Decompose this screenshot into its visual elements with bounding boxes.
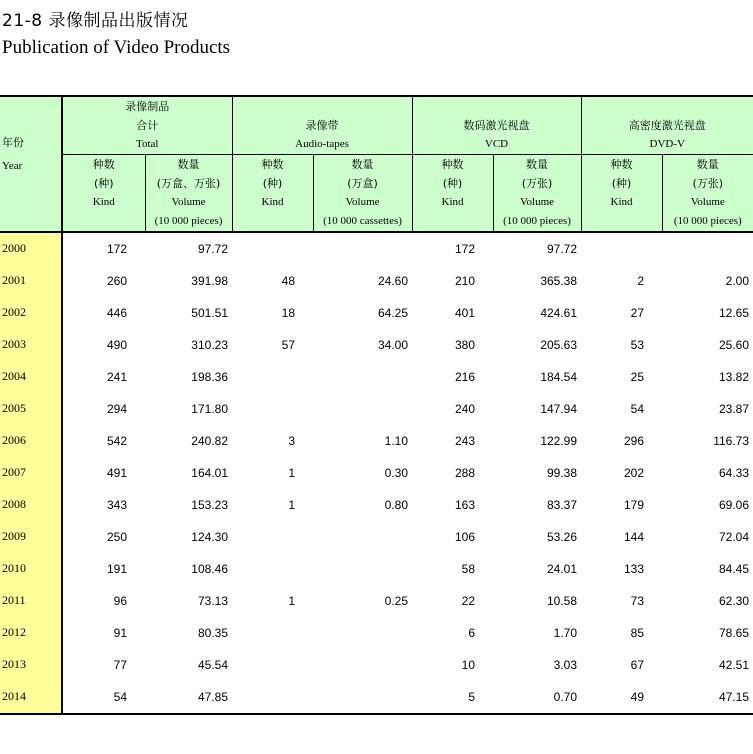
tape-kind-cell: 57 bbox=[281, 337, 295, 352]
dvd-volume-cell: 25.60 bbox=[718, 337, 750, 352]
audio-tapes-label-en: Audio-tapes bbox=[295, 138, 349, 150]
volume-en: Volume bbox=[520, 195, 555, 208]
table-row bbox=[0, 617, 753, 649]
vcd-kind-cell: 58 bbox=[461, 561, 476, 576]
dvd-volume-cell: 69.06 bbox=[718, 497, 750, 512]
tape-kind-header bbox=[232, 155, 313, 232]
header-row-units bbox=[0, 155, 753, 232]
kind-unit: (种) bbox=[93, 176, 114, 190]
total-volume-cell: 80.35 bbox=[197, 625, 228, 640]
year-cell: 2002 bbox=[0, 297, 62, 329]
dvd-group-header bbox=[581, 96, 753, 155]
dvd-volume-unit-en: (10 000 pieces) bbox=[673, 214, 742, 227]
tape-volume-cell bbox=[313, 553, 412, 585]
vcd-kind-cell: 210 bbox=[454, 273, 476, 288]
total-kind-cell: 250 bbox=[106, 529, 127, 544]
dvd-volume-header bbox=[662, 155, 753, 232]
dvd-label-en: DVD-V bbox=[649, 138, 685, 150]
table-row bbox=[0, 457, 753, 489]
vcd-volume-cell: 99.38 bbox=[546, 465, 578, 480]
year-header-cn: 年份 bbox=[2, 136, 24, 149]
kind-en: Kind bbox=[610, 195, 633, 208]
dvd-kind-cell: 27 bbox=[630, 305, 645, 320]
tape-volume-cell: 1.10 bbox=[384, 433, 409, 448]
vcd-kind-cell: 172 bbox=[454, 241, 476, 256]
total-kind-cell: 446 bbox=[106, 305, 127, 320]
total-kind-cell: 241 bbox=[106, 369, 127, 384]
volume-cn: 数量 bbox=[696, 157, 719, 171]
vcd-volume-cell: 424.61 bbox=[540, 305, 578, 320]
vcd-volume-cell: 122.99 bbox=[540, 433, 578, 448]
volume-cn: 数量 bbox=[351, 157, 374, 171]
total-volume-cell: 391.98 bbox=[191, 273, 228, 288]
vcd-volume-cell: 3.03 bbox=[553, 657, 578, 672]
dvd-volume-unit: (万张) bbox=[692, 176, 724, 190]
year-header-en-cell bbox=[0, 155, 62, 232]
tape-kind-cell bbox=[232, 361, 313, 393]
kind-unit: (种) bbox=[262, 176, 283, 190]
volume-cn: 数量 bbox=[526, 157, 549, 171]
dvd-volume-cell: 78.65 bbox=[718, 625, 750, 640]
total-group-header bbox=[62, 96, 232, 155]
dvd-kind-cell: 133 bbox=[623, 561, 645, 576]
total-volume-cell: 240.82 bbox=[191, 433, 228, 448]
total-kind-header bbox=[62, 155, 145, 232]
dvd-volume-cell bbox=[662, 232, 753, 265]
dvd-volume-cell: 2.00 bbox=[725, 273, 750, 288]
total-volume-cell: 501.51 bbox=[191, 305, 228, 320]
vcd-volume-unit: (万张) bbox=[521, 176, 553, 190]
tape-volume-unit: (万盒) bbox=[347, 176, 378, 190]
vcd-volume-cell: 53.26 bbox=[546, 529, 578, 544]
tape-volume-cell bbox=[313, 361, 412, 393]
kind-cn: 种数 bbox=[441, 157, 464, 171]
tape-kind-cell bbox=[232, 553, 313, 585]
tape-volume-cell bbox=[313, 393, 412, 425]
dvd-volume-cell: 42.51 bbox=[718, 657, 750, 672]
dvd-kind-cell: 49 bbox=[581, 681, 662, 714]
dvd-kind-cell: 2 bbox=[637, 273, 645, 288]
kind-unit: (种) bbox=[442, 176, 463, 190]
volume-en: Volume bbox=[345, 195, 380, 208]
table-row bbox=[0, 585, 753, 617]
video-products-label: 录像制品 bbox=[125, 100, 170, 113]
vcd-group-header bbox=[412, 96, 581, 155]
vcd-kind-header bbox=[412, 155, 493, 232]
volume-en: Volume bbox=[690, 195, 725, 208]
year-cell: 2011 bbox=[0, 585, 62, 617]
dvd-volume-cell: 12.65 bbox=[718, 305, 750, 320]
total-kind-cell: 343 bbox=[106, 497, 127, 512]
tape-volume-unit-en: (10 000 cassettes) bbox=[323, 214, 402, 227]
vcd-kind-cell: 106 bbox=[454, 529, 476, 544]
dvd-kind-header bbox=[581, 155, 662, 232]
vcd-kind-cell: 6 bbox=[468, 625, 476, 640]
kind-cn: 种数 bbox=[610, 157, 633, 171]
total-label-cn: 合计 bbox=[136, 119, 159, 132]
total-volume-cell: 198.36 bbox=[191, 369, 228, 384]
tape-volume-cell bbox=[313, 617, 412, 649]
vcd-kind-cell: 401 bbox=[454, 305, 476, 320]
table-title-chinese: 21-8 录像制品出版情况 bbox=[2, 11, 189, 31]
tape-kind-cell bbox=[232, 681, 313, 714]
vcd-volume-cell: 365.38 bbox=[540, 273, 578, 288]
year-cell: 2005 bbox=[0, 393, 62, 425]
total-kind-cell: 542 bbox=[106, 433, 127, 448]
tape-volume-cell: 24.60 bbox=[377, 273, 409, 288]
vcd-volume-cell: 205.63 bbox=[540, 337, 578, 352]
year-cell: 2004 bbox=[0, 361, 62, 393]
total-label-en: Total bbox=[136, 138, 159, 150]
vcd-kind-cell: 380 bbox=[454, 337, 476, 352]
dvd-volume-cell: 47.15 bbox=[662, 681, 753, 714]
vcd-kind-cell: 22 bbox=[461, 593, 476, 608]
dvd-volume-cell: 23.87 bbox=[718, 401, 750, 416]
vcd-volume-cell: 97.72 bbox=[546, 241, 578, 256]
year-header-cell bbox=[0, 96, 62, 155]
tape-volume-cell: 34.00 bbox=[377, 337, 409, 352]
dvd-kind-cell: 144 bbox=[623, 529, 645, 544]
year-cell: 2000 bbox=[0, 232, 62, 265]
dvd-volume-cell: 72.04 bbox=[718, 529, 750, 544]
year-cell: 2014 bbox=[0, 681, 62, 714]
audio-tapes-label-cn: 录像带 bbox=[305, 119, 339, 132]
vcd-kind-cell: 240 bbox=[454, 401, 476, 416]
dvd-kind-cell: 73 bbox=[630, 593, 645, 608]
tape-volume-cell: 64.25 bbox=[377, 305, 409, 320]
vcd-volume-cell: 83.37 bbox=[546, 497, 578, 512]
vcd-volume-header bbox=[493, 155, 581, 232]
table-row bbox=[0, 681, 753, 714]
table-row bbox=[0, 489, 753, 521]
tape-kind-cell bbox=[232, 393, 313, 425]
dvd-kind-cell: 54 bbox=[630, 401, 645, 416]
total-volume-cell: 124.30 bbox=[191, 529, 228, 544]
dvd-kind-cell: 179 bbox=[623, 497, 645, 512]
total-kind-cell: 490 bbox=[106, 337, 127, 352]
tape-kind-cell bbox=[232, 617, 313, 649]
tape-kind-cell bbox=[232, 649, 313, 681]
header-row-groups bbox=[0, 96, 753, 155]
table-row bbox=[0, 553, 753, 585]
volume-en: Volume bbox=[171, 195, 206, 208]
vcd-label-en: VCD bbox=[484, 138, 509, 150]
total-kind-cell: 191 bbox=[106, 561, 127, 576]
vcd-kind-cell: 216 bbox=[454, 369, 476, 384]
total-kind-cell: 91 bbox=[113, 625, 127, 640]
total-volume-cell: 47.85 bbox=[145, 681, 232, 714]
year-cell: 2006 bbox=[0, 425, 62, 457]
dvd-volume-cell: 62.30 bbox=[718, 593, 750, 608]
tape-volume-header bbox=[313, 155, 412, 232]
kind-unit: (种) bbox=[611, 176, 632, 190]
total-volume-cell: 108.46 bbox=[191, 561, 228, 576]
table-row bbox=[0, 265, 753, 297]
dvd-kind-cell bbox=[581, 232, 662, 265]
vcd-volume-cell: 24.01 bbox=[546, 561, 578, 576]
total-kind-cell: 294 bbox=[106, 401, 127, 416]
total-volume-unit: (万盒、万张) bbox=[156, 176, 221, 190]
tape-volume-cell bbox=[313, 681, 412, 714]
kind-cn: 种数 bbox=[261, 157, 284, 171]
tape-kind-cell: 18 bbox=[281, 305, 295, 320]
volume-cn: 数量 bbox=[177, 157, 200, 171]
year-cell: 2012 bbox=[0, 617, 62, 649]
dvd-label-cn: 高密度激光视盘 bbox=[628, 119, 706, 132]
kind-cn: 种数 bbox=[92, 157, 115, 171]
vcd-volume-unit-en: (10 000 pieces) bbox=[503, 214, 571, 227]
dvd-kind-cell: 25 bbox=[630, 369, 645, 384]
total-kind-cell: 54 bbox=[62, 681, 145, 714]
total-kind-cell: 77 bbox=[113, 657, 127, 672]
dvd-volume-cell: 13.82 bbox=[718, 369, 750, 384]
table-row bbox=[0, 361, 753, 393]
total-volume-unit-en: (10 000 pieces) bbox=[154, 214, 223, 227]
vcd-volume-cell: 10.58 bbox=[546, 593, 578, 608]
tape-volume-cell: 0.80 bbox=[384, 497, 409, 512]
table-title-english: Publication of Video Products bbox=[2, 37, 231, 58]
vcd-volume-cell: 147.94 bbox=[540, 401, 578, 416]
year-cell: 2013 bbox=[0, 649, 62, 681]
year-header-en: Year bbox=[2, 159, 23, 172]
vcd-volume-cell: 0.70 bbox=[493, 681, 581, 714]
kind-en: Kind bbox=[261, 195, 284, 208]
table-row bbox=[0, 232, 753, 265]
tape-volume-cell bbox=[313, 649, 412, 681]
total-kind-cell: 260 bbox=[106, 273, 127, 288]
vcd-kind-cell: 288 bbox=[454, 465, 476, 480]
table-row bbox=[0, 425, 753, 457]
tape-volume-cell: 0.25 bbox=[384, 593, 409, 608]
vcd-kind-cell: 5 bbox=[412, 681, 493, 714]
vcd-volume-cell: 1.70 bbox=[553, 625, 578, 640]
vcd-label-cn: 数码激光视盘 bbox=[463, 119, 530, 132]
dvd-kind-cell: 85 bbox=[630, 625, 645, 640]
table-row bbox=[0, 649, 753, 681]
vcd-kind-cell: 163 bbox=[454, 497, 476, 512]
tape-volume-cell bbox=[313, 232, 412, 265]
year-cell: 2008 bbox=[0, 489, 62, 521]
dvd-kind-cell: 202 bbox=[623, 465, 645, 480]
table-row bbox=[0, 297, 753, 329]
total-kind-cell: 491 bbox=[106, 465, 127, 480]
tape-kind-cell: 1 bbox=[288, 497, 295, 512]
total-volume-cell: 73.13 bbox=[197, 593, 228, 608]
table-row bbox=[0, 329, 753, 361]
total-volume-cell: 45.54 bbox=[197, 657, 228, 672]
dvd-volume-cell: 84.45 bbox=[718, 561, 750, 576]
total-kind-cell: 96 bbox=[113, 593, 127, 608]
total-volume-cell: 164.01 bbox=[191, 465, 228, 480]
tape-volume-cell bbox=[313, 521, 412, 553]
vcd-kind-cell: 243 bbox=[454, 433, 476, 448]
kind-en: Kind bbox=[441, 195, 464, 208]
dvd-kind-cell: 53 bbox=[630, 337, 645, 352]
audio-tapes-group-header bbox=[232, 96, 412, 155]
table-row bbox=[0, 521, 753, 553]
vcd-kind-cell: 10 bbox=[461, 657, 476, 672]
dvd-kind-cell: 67 bbox=[630, 657, 645, 672]
tape-kind-cell bbox=[232, 232, 313, 265]
total-kind-cell: 172 bbox=[106, 241, 127, 256]
year-cell: 2010 bbox=[0, 553, 62, 585]
total-volume-cell: 97.72 bbox=[197, 241, 228, 256]
tape-kind-cell: 1 bbox=[288, 465, 295, 480]
dvd-volume-cell: 116.73 bbox=[713, 433, 750, 448]
video-products-table bbox=[0, 95, 753, 715]
kind-en: Kind bbox=[92, 195, 115, 208]
total-volume-cell: 171.80 bbox=[191, 401, 228, 416]
tape-volume-cell: 0.30 bbox=[384, 465, 409, 480]
year-cell: 2007 bbox=[0, 457, 62, 489]
year-cell: 2003 bbox=[0, 329, 62, 361]
table-body bbox=[0, 232, 753, 714]
vcd-volume-cell: 184.54 bbox=[540, 369, 578, 384]
tape-kind-cell bbox=[232, 521, 313, 553]
tape-kind-cell: 3 bbox=[288, 433, 295, 448]
total-volume-cell: 153.23 bbox=[191, 497, 228, 512]
tape-kind-cell: 48 bbox=[281, 273, 295, 288]
total-volume-cell: 310.23 bbox=[191, 337, 228, 352]
year-cell: 2009 bbox=[0, 521, 62, 553]
table-row bbox=[0, 393, 753, 425]
dvd-kind-cell: 296 bbox=[623, 433, 645, 448]
year-cell: 2001 bbox=[0, 265, 62, 297]
tape-kind-cell: 1 bbox=[288, 593, 295, 608]
dvd-volume-cell: 64.33 bbox=[718, 465, 750, 480]
total-volume-header bbox=[145, 155, 232, 232]
